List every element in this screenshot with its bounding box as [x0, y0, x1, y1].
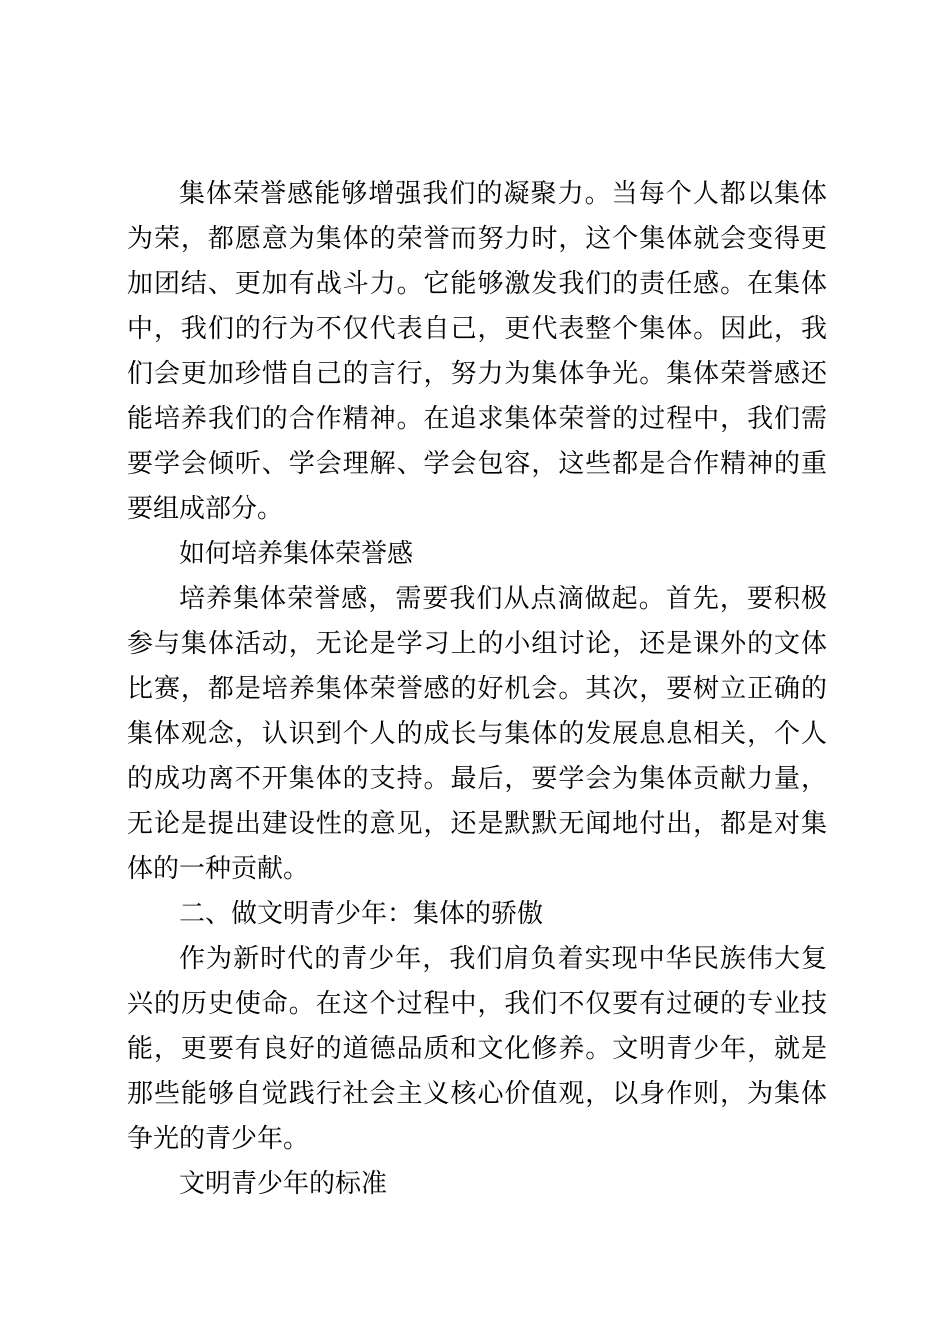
paragraph-collective-honor-benefits: 集体荣誉感能够增强我们的凝聚力。当每个人都以集体为荣，都愿意为集体的荣誉而努力时，这个集体就会变得更加团结、更加有战斗力。它能够激发我们的责任感。在集体中，我们的行为不仅代表自己，更代表整个集体。因此，我们会更加珍惜自己的言行，努力为集体争光。集体荣誉感还能培养我们的合作精神。在追求集体荣誉的过程中，我们需要学会倾听、学会理解、学会包容，这些都是合作精神的重要组成部分。 — [127, 179, 827, 524]
document-body — [127, 172, 827, 1207]
subheading-civilized-youth-standards: 文明青少年的标准 — [179, 1169, 388, 1199]
subheading-how-to-cultivate: 如何培养集体荣誉感 — [179, 539, 414, 569]
section-heading-civilized-youth: 二、做文明青少年：集体的骄傲 — [179, 899, 544, 929]
paragraph-civilized-youth: 作为新时代的青少年，我们肩负着实现中华民族伟大复兴的历史使命。在这个过程中，我们不仅要有过硬的专业技能，更要有良好的道德品质和文化修养。文明青少年，就是那些能够自觉践行社会主义核心价值观，以身作则，为集体争光的青少年。 — [127, 944, 827, 1154]
paragraph-cultivation-methods: 培养集体荣誉感，需要我们从点滴做起。首先，要积极参与集体活动，无论是学习上的小组讨论，还是课外的文体比赛，都是培养集体荣誉感的好机会。其次，要树立正确的集体观念，认识到个人的成长与集体的发展息息相关，个人的成功离不开集体的支持。最后，要学会为集体贡献力量，无论是提出建设性的意见，还是默默无闻地付出，都是对集体的一种贡献。 — [127, 584, 827, 884]
